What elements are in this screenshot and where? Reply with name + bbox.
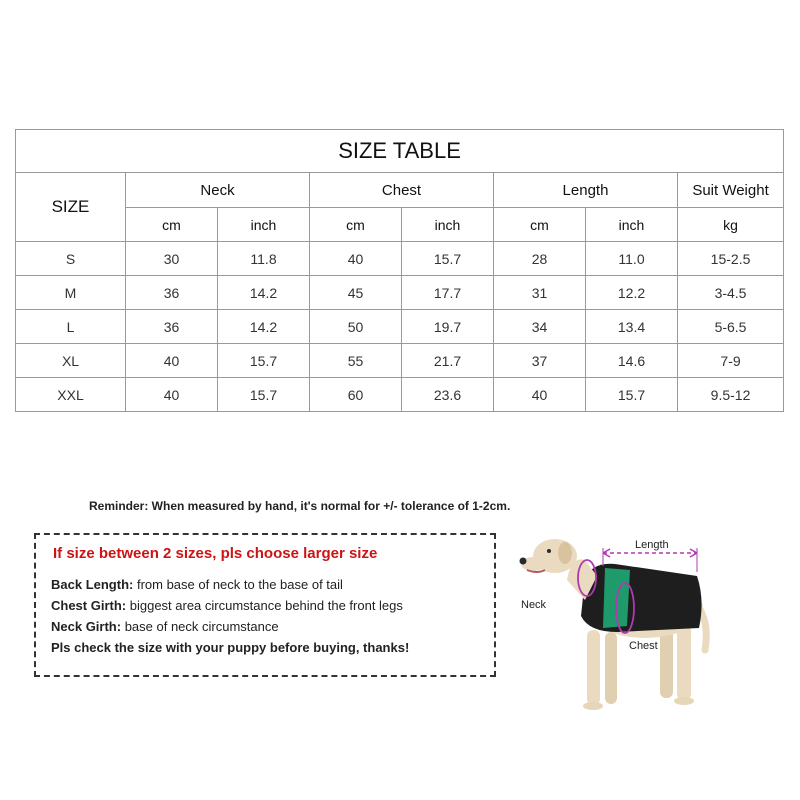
- dog-paw: [583, 702, 603, 710]
- length-arrow-right: [690, 549, 697, 557]
- dog-measurement-illustration: [505, 520, 735, 720]
- chest-cm-cell: 50: [310, 310, 402, 344]
- chest-cm-cell: 45: [310, 276, 402, 310]
- length-inch-header: inch: [586, 208, 678, 242]
- chest-header: Chest: [310, 173, 494, 208]
- chest-inch-cell: 21.7: [402, 344, 494, 378]
- neck-inch-cell: 15.7: [218, 378, 310, 412]
- neck-inch-cell: 14.2: [218, 310, 310, 344]
- dog-ear: [558, 542, 572, 564]
- length-cm-cell: 40: [494, 378, 586, 412]
- back-length-text: from base of neck to the base of tail: [133, 577, 343, 592]
- neck-header: Neck: [126, 173, 310, 208]
- size-cell: M: [16, 276, 126, 310]
- measurement-reminder: Reminder: When measured by hand, it's normal for +/- tolerance of 1-2cm.: [89, 499, 511, 513]
- size-cell: S: [16, 242, 126, 276]
- length-cm-header: cm: [494, 208, 586, 242]
- chest-inch-cell: 15.7: [402, 242, 494, 276]
- dog-hind-leg: [677, 625, 691, 700]
- length-cm-cell: 31: [494, 276, 586, 310]
- table-row: [16, 242, 784, 276]
- size-cell: L: [16, 310, 126, 344]
- table-row: [16, 378, 784, 412]
- size-cell: XL: [16, 344, 126, 378]
- neck-girth-label: Neck Girth:: [51, 619, 122, 634]
- table-row: [16, 276, 784, 310]
- length-inch-cell: 12.2: [586, 276, 678, 310]
- dog-front-leg: [587, 630, 600, 705]
- length-inch-cell: 11.0: [586, 242, 678, 276]
- chest-girth-label: Chest Girth:: [51, 598, 127, 613]
- length-inch-cell: 14.6: [586, 344, 678, 378]
- weight-cell: 5-6.5: [678, 310, 784, 344]
- size-table: [15, 129, 784, 412]
- chest-cm-cell: 60: [310, 378, 402, 412]
- neck-inch-cell: 15.7: [218, 344, 310, 378]
- neck-cm-cell: 40: [126, 378, 218, 412]
- dog-hind-leg: [660, 628, 673, 698]
- neck-label: Neck: [521, 599, 547, 611]
- neck-girth-note: [51, 619, 279, 634]
- chest-girth-note: [51, 598, 403, 613]
- dog-nose: [520, 558, 527, 565]
- chest-inch-cell: 17.7: [402, 276, 494, 310]
- vest-black-panel: [581, 564, 702, 632]
- length-cm-cell: 34: [494, 310, 586, 344]
- length-label: Length: [635, 539, 669, 551]
- chest-label: Chest: [629, 640, 658, 652]
- dog-paw: [674, 697, 694, 705]
- weight-cell: 9.5-12: [678, 378, 784, 412]
- weight-cell: 3-4.5: [678, 276, 784, 310]
- chest-cm-cell: 55: [310, 344, 402, 378]
- length-cm-cell: 28: [494, 242, 586, 276]
- chest-cm-cell: 40: [310, 242, 402, 276]
- neck-cm-cell: 36: [126, 276, 218, 310]
- dog-eye: [547, 549, 551, 553]
- check-size-note: Pls check the size with your puppy before buying, thanks!: [51, 640, 410, 655]
- sizing-notes-box: [34, 533, 496, 677]
- chest-inch-cell: 23.6: [402, 378, 494, 412]
- size-warning: If size between 2 sizes, pls choose larger size: [53, 545, 378, 562]
- back-length-note: [51, 577, 343, 592]
- back-length-label: Back Length:: [51, 577, 134, 592]
- weight-cell: 15-2.5: [678, 242, 784, 276]
- size-cell: XXL: [16, 378, 126, 412]
- suit-weight-header: Suit Weight: [678, 173, 784, 208]
- weight-cell: 7-9: [678, 344, 784, 378]
- neck-cm-cell: 30: [126, 242, 218, 276]
- neck-cm-cell: 40: [126, 344, 218, 378]
- chest-inch-cell: 19.7: [402, 310, 494, 344]
- length-inch-cell: 13.4: [586, 310, 678, 344]
- dog-front-leg: [605, 632, 617, 704]
- chest-girth-text: biggest area circumstance behind the front legs: [126, 598, 403, 613]
- chest-inch-header: inch: [402, 208, 494, 242]
- weight-kg-header: kg: [678, 208, 784, 242]
- chest-cm-header: cm: [310, 208, 402, 242]
- table-title: SIZE TABLE: [16, 130, 784, 173]
- length-header: Length: [494, 173, 678, 208]
- length-inch-cell: 15.7: [586, 378, 678, 412]
- table-row: [16, 344, 784, 378]
- length-cm-cell: 37: [494, 344, 586, 378]
- neck-cm-cell: 36: [126, 310, 218, 344]
- neck-inch-header: inch: [218, 208, 310, 242]
- neck-inch-cell: 14.2: [218, 276, 310, 310]
- neck-inch-cell: 11.8: [218, 242, 310, 276]
- table-row: [16, 310, 784, 344]
- size-header: SIZE: [16, 173, 126, 242]
- neck-girth-text: base of neck circumstance: [121, 619, 279, 634]
- neck-cm-header: cm: [126, 208, 218, 242]
